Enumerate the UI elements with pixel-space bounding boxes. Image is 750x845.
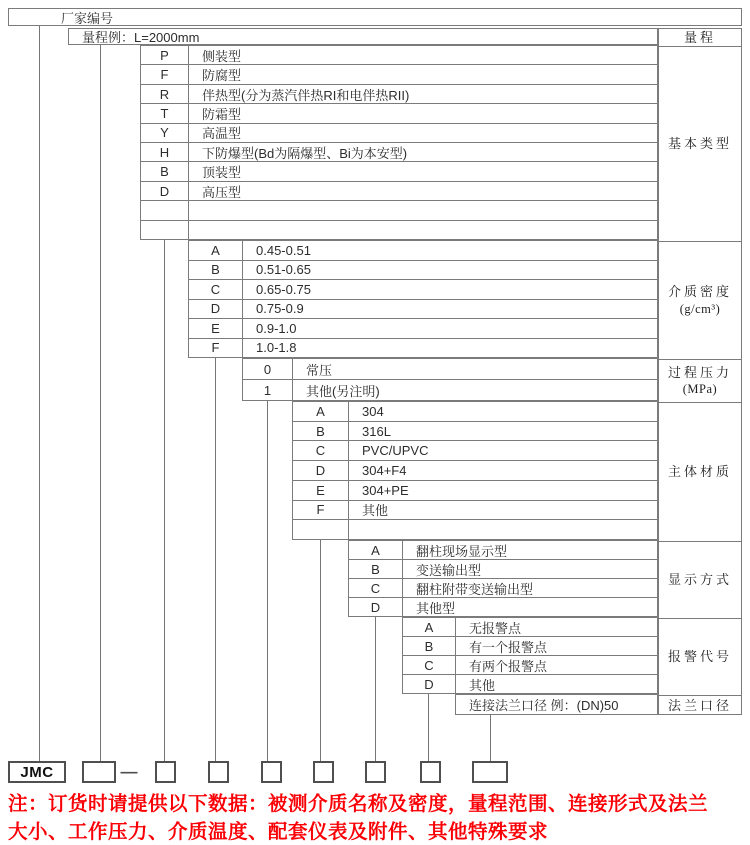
option-code: Y	[141, 124, 189, 142]
ordering-note-line1: 注：订货时请提供以下数据：被测介质名称及密度，量程范围、连接形式及法兰	[8, 793, 709, 815]
table-row	[293, 520, 657, 539]
option-description: 其他(另注明)	[306, 383, 380, 399]
code-box-range	[82, 761, 116, 783]
table-row	[141, 85, 657, 104]
table-row	[189, 339, 657, 358]
option-code: A	[189, 241, 243, 260]
table-row	[293, 461, 657, 481]
table-row	[141, 46, 657, 65]
option-description: 0.51-0.65	[256, 262, 311, 278]
code-box-pressure	[261, 761, 282, 783]
code-box-density	[208, 761, 229, 783]
category-label-column	[658, 28, 742, 715]
option-description: 常压	[306, 362, 333, 378]
table-row	[403, 675, 657, 693]
option-code: H	[141, 143, 189, 161]
option-description: 304+F4	[362, 463, 407, 479]
option-description: 顶装型	[202, 165, 242, 181]
drop-line-display	[375, 617, 376, 761]
manufacturer-number-label: 厂家编号	[61, 10, 114, 26]
table-row	[349, 560, 657, 579]
label-range: 量程	[683, 29, 716, 45]
table-row	[141, 143, 657, 162]
option-description: 其他	[469, 677, 496, 693]
option-code: A	[403, 618, 456, 636]
option-code: C	[403, 656, 456, 674]
option-code: A	[349, 541, 403, 559]
option-description: 0.45-0.51	[256, 242, 311, 258]
option-description: 304	[362, 403, 384, 419]
ordering-note	[8, 791, 748, 845]
option-code	[141, 221, 189, 239]
option-code: D	[349, 598, 403, 616]
option-code: D	[189, 300, 243, 319]
ordering-note-line2: 大小、工作压力、介质温度、配套仪表及附件、其他特殊要求	[8, 820, 549, 843]
table-row	[189, 241, 657, 261]
option-code: E	[293, 481, 349, 500]
option-description: 304+PE	[362, 482, 409, 498]
option-code: A	[293, 402, 349, 421]
option-description: 1.0-1.8	[256, 340, 297, 356]
table-row	[141, 162, 657, 181]
option-description	[189, 221, 657, 239]
option-code: 0	[243, 359, 293, 379]
table-row	[403, 618, 657, 637]
table-row	[293, 402, 657, 422]
flange-size-cell	[455, 694, 658, 715]
drop-line-density	[215, 358, 216, 761]
code-box-basic-type	[155, 761, 176, 783]
option-description: 变送输出型	[416, 562, 482, 578]
option-description: 侧装型	[202, 48, 242, 64]
option-description: 其他型	[416, 600, 456, 616]
option-code	[293, 520, 349, 539]
range-example-text: 量程例：L=2000mm	[82, 30, 200, 45]
option-code: C	[189, 280, 243, 299]
body-material-table	[292, 401, 658, 540]
code-box-material	[313, 761, 334, 783]
option-description: 有一个报警点	[469, 639, 548, 655]
model-separator-dash: —	[120, 762, 138, 781]
table-row	[141, 221, 657, 239]
option-description: 有两个报警点	[469, 658, 548, 674]
table-row	[189, 280, 657, 300]
table-row	[293, 422, 657, 442]
option-code: B	[141, 162, 189, 180]
drop-line-basic-type	[164, 240, 165, 761]
table-row	[189, 319, 657, 339]
medium-density-table	[188, 240, 658, 358]
table-row	[403, 637, 657, 656]
table-row	[293, 501, 657, 521]
display-mode-table	[348, 540, 658, 617]
label-alarm-code: 报警代号	[659, 618, 741, 695]
option-description: 防霜型	[202, 106, 242, 122]
option-code	[141, 201, 189, 219]
option-description: 0.65-0.75	[256, 281, 311, 297]
option-code: D	[141, 182, 189, 200]
range-example-cell	[68, 28, 658, 45]
label-process-pressure: 过程压力 (MPa)	[659, 359, 741, 402]
option-code: P	[141, 46, 189, 64]
drop-line-pressure	[267, 401, 268, 761]
option-code: R	[141, 85, 189, 103]
table-row	[293, 441, 657, 461]
drop-line-material	[320, 540, 321, 761]
table-row	[141, 65, 657, 84]
table-row	[243, 380, 657, 400]
option-code: E	[189, 319, 243, 338]
process-pressure-table	[242, 358, 658, 401]
table-row	[141, 104, 657, 123]
flange-size-text: 连接法兰口径 例：(DN)50	[469, 698, 619, 713]
option-description: 下防爆型(Bd为隔爆型、Bi为本安型)	[202, 145, 408, 161]
label-medium-density: 介质密度 (g/cm³)	[659, 241, 741, 359]
option-description: 316L	[362, 423, 391, 439]
table-row	[349, 579, 657, 598]
option-description: 其他	[362, 503, 389, 519]
drop-line-alarm	[428, 694, 429, 761]
table-row	[403, 656, 657, 675]
option-description: 高温型	[202, 126, 242, 142]
table-row	[141, 201, 657, 220]
code-box-alarm	[420, 761, 441, 783]
model-prefix-text: JMC	[20, 763, 54, 781]
table-row	[349, 541, 657, 560]
code-box-display	[365, 761, 386, 783]
option-code: C	[293, 441, 349, 460]
manufacturer-number-cell	[8, 8, 742, 26]
option-description: 无报警点	[469, 620, 522, 636]
drop-line-range	[100, 45, 101, 761]
drop-line-manufacturer	[39, 26, 40, 761]
option-description: 伴热型(分为蒸汽伴热RI和电伴热RII)	[202, 87, 410, 103]
option-description	[349, 520, 657, 539]
label-flange-size: 法兰口径	[659, 695, 741, 715]
option-description: 高压型	[202, 184, 242, 200]
option-description: 翻柱附带变送输出型	[416, 581, 534, 597]
option-code: B	[403, 637, 456, 655]
table-row	[189, 261, 657, 281]
option-code: B	[349, 560, 403, 578]
table-row	[293, 481, 657, 501]
option-description: 0.75-0.9	[256, 301, 304, 317]
option-description: 翻柱现场显示型	[416, 543, 508, 559]
option-code: B	[189, 261, 243, 280]
option-description	[189, 201, 657, 219]
option-code: T	[141, 104, 189, 122]
option-description: 防腐型	[202, 68, 242, 84]
table-row	[349, 598, 657, 616]
code-box-flange	[472, 761, 508, 783]
basic-type-table	[140, 45, 658, 240]
option-code: F	[189, 339, 243, 358]
option-description: PVC/UPVC	[362, 443, 429, 459]
label-body-material: 主体材质	[659, 402, 741, 541]
option-code: B	[293, 422, 349, 441]
drop-line-flange	[490, 715, 491, 761]
option-code: F	[141, 65, 189, 83]
option-code: D	[293, 461, 349, 480]
table-row	[243, 359, 657, 380]
table-row	[141, 182, 657, 201]
option-code: D	[403, 675, 456, 693]
label-basic-type: 基本类型	[659, 46, 741, 241]
option-code: C	[349, 579, 403, 597]
table-row	[141, 124, 657, 143]
label-display-mode: 显示方式	[659, 541, 741, 618]
alarm-code-table	[402, 617, 658, 694]
model-prefix-box	[8, 761, 66, 783]
option-code: 1	[243, 380, 293, 400]
option-code: F	[293, 501, 349, 520]
table-row	[189, 300, 657, 320]
option-description: 0.9-1.0	[256, 320, 297, 336]
